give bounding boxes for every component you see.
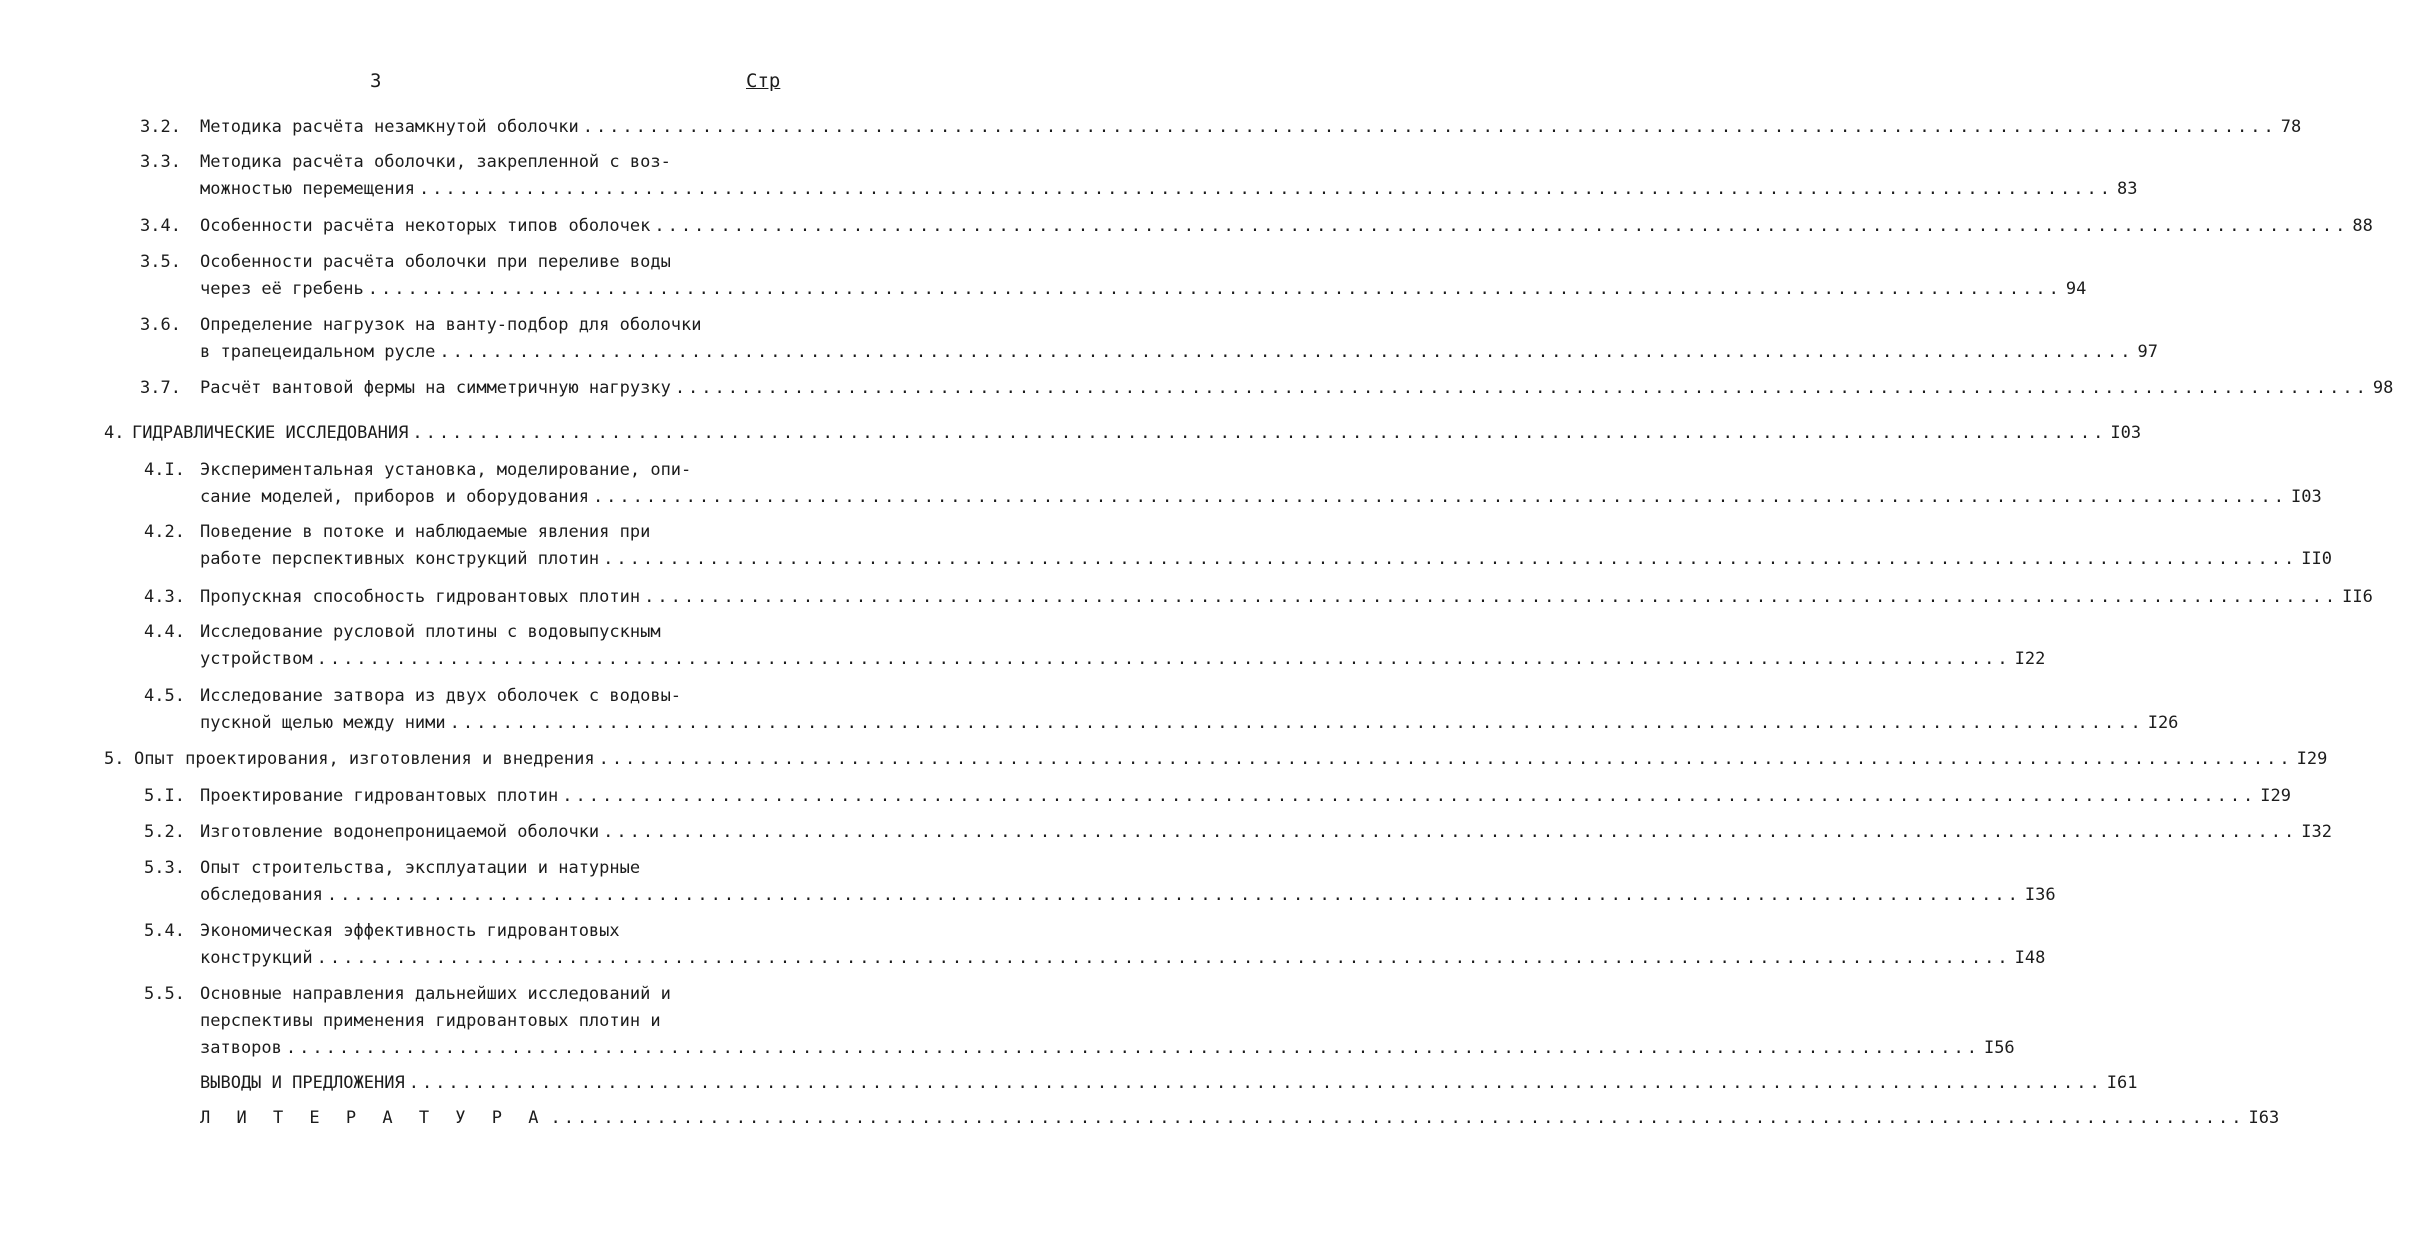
leader-dots: ................................................................................................................................ [316, 948, 2011, 968]
toc-entry [200, 487, 2322, 507]
toc-entry-number: 4. [104, 423, 125, 443]
leader-dots: ................................................................................................................................ [562, 786, 2257, 806]
toc-entry-title: Проектирование гидровантовых плотин [200, 786, 559, 806]
toc-entry [200, 117, 2302, 137]
toc-entry-page: 97 [2137, 342, 2158, 362]
toc-entry-title: Расчёт вантовой фермы на симметричную нагрузку [200, 378, 671, 398]
toc-entry-title: Изготовление водонепроницаемой оболочки [200, 822, 600, 842]
leader-dots: ................................................................................................................................ [326, 885, 2021, 905]
toc-entry-title: пускной щелью между ними [200, 713, 446, 733]
toc-entry-title: Опыт проектирования, изготовления и внедрения [134, 749, 595, 769]
toc-entry [200, 549, 2332, 569]
toc-entry-number: 3.3. [140, 152, 181, 172]
leader-dots: ................................................................................................................................ [418, 179, 2113, 199]
toc-entry [200, 1108, 2280, 1128]
toc-entry-page: I03 [2110, 423, 2142, 443]
toc-entry [200, 279, 2087, 299]
toc-entry-title-line: Исследование затвора из двух оболочек с водовы- [200, 686, 682, 706]
toc-entry-title-line: Исследование русловой плотины с водовыпускным [200, 622, 661, 642]
toc-entry-number: 4.5. [144, 686, 185, 706]
toc-entry-page: 98 [2372, 378, 2394, 398]
leader-dots: ................................................................................................................................ [582, 117, 2277, 137]
toc-entry-title: ВЫВОДЫ И ПРЕДЛОЖЕНИЯ [200, 1073, 405, 1093]
toc-entry [200, 822, 2332, 842]
toc-entry-number: 3.4. [140, 216, 181, 236]
toc-entry-title: в трапецеидальном русле [200, 342, 436, 362]
toc-entry-number: 3.2. [140, 117, 181, 137]
toc-entry-title-line: Опыт строительства, эксплуатации и натурные [200, 858, 641, 878]
leader-dots: ................................................................................................................................ [449, 713, 2144, 733]
toc-entry [200, 587, 2373, 607]
toc-entry-title: можностью перемещения [200, 179, 415, 199]
toc-entry-number: 3.5. [140, 252, 181, 272]
toc-entry-title-line: Основные направления дальнейших исследований и [200, 984, 671, 1004]
toc-entry [200, 179, 2138, 199]
toc-entry-number: 5.4. [144, 921, 185, 941]
toc-entry-page: I26 [2147, 713, 2179, 733]
page-column-label: Стр [746, 70, 781, 92]
toc-entry-title: Пропускная способность гидровантовых плотин [200, 587, 641, 607]
toc-entry-title-line: Экспериментальная установка, моделирование, опи- [200, 460, 692, 480]
toc-entry-number: 4.4. [144, 622, 185, 642]
toc-entry-title-line: перспективы применения гидровантовых плотин и [200, 1011, 661, 1031]
toc-entry-page: I63 [2248, 1108, 2280, 1128]
leader-dots: ................................................................................................................................ [598, 749, 2293, 769]
toc-entry-number: 3.6. [140, 315, 181, 335]
toc-entry [200, 885, 2056, 905]
toc-entry [200, 948, 2046, 968]
leader-dots: ................................................................................................................................ [439, 342, 2134, 362]
toc-entry [200, 713, 2179, 733]
toc-entry-number: 3.7. [140, 378, 181, 398]
leader-dots: ................................................................................................................................ [592, 487, 2287, 507]
leader-dots: ................................................................................................................................ [603, 549, 2298, 569]
toc-entry-page: 88 [2352, 216, 2373, 236]
toc-entry [200, 649, 2046, 669]
toc-entry-page: I56 [1983, 1038, 2015, 1058]
leader-dots: ................................................................................................................................ [367, 279, 2062, 299]
toc-entry-page: I29 [2296, 749, 2328, 769]
leader-dots: ................................................................................................................................ [408, 1073, 2103, 1093]
toc-entry-page: I32 [2301, 822, 2332, 842]
toc-entry-title: ГИДРАВЛИЧЕСКИЕ ИССЛЕДОВАНИЯ [132, 423, 409, 443]
toc-entry-number: 4.3. [144, 587, 185, 607]
toc-entry-page: I22 [2014, 649, 2046, 669]
toc-entry [200, 1038, 2015, 1058]
toc-entry-title-line: Особенности расчёта оболочки при переливе воды [200, 252, 671, 272]
toc-entry-number: 5.2. [144, 822, 185, 842]
toc-entry-number: 4.2. [144, 522, 185, 542]
leader-dots: ................................................................................................................................ [674, 378, 2369, 398]
leader-dots: ................................................................................................................................ [603, 822, 2298, 842]
toc-entry-title-line: Определение нагрузок на ванту-подбор для оболочки [200, 315, 702, 335]
leader-dots: ................................................................................................................................ [316, 649, 2011, 669]
toc-entry [134, 749, 2328, 769]
page-number: 3 [370, 70, 382, 92]
toc-entry-title: сание моделей, приборов и оборудования [200, 487, 589, 507]
leader-dots: ................................................................................................................................ [654, 216, 2349, 236]
toc-entry-page: 78 [2280, 117, 2302, 137]
toc-entry-page: 83 [2117, 179, 2138, 199]
toc-entry-page: II6 [2342, 587, 2373, 607]
toc-entry-page: I03 [2291, 487, 2322, 507]
leader-dots: ................................................................................................................................ [644, 587, 2339, 607]
leader-dots: ................................................................................................................................ [550, 1108, 2245, 1128]
toc-entry-number: 5.3. [144, 858, 185, 878]
toc-entry-page: I48 [2014, 948, 2046, 968]
leader-dots: ................................................................................................................................ [412, 423, 2107, 443]
toc-entry-number: 5.5. [144, 984, 185, 1004]
toc-entry-page: I61 [2106, 1073, 2138, 1093]
toc-entry-title: затворов [200, 1038, 282, 1058]
toc-entry-title: Особенности расчёта некоторых типов оболочек [200, 216, 651, 236]
toc-entry-number: 5. [104, 749, 125, 769]
toc-entry-number: 5.I. [144, 786, 185, 806]
toc-entry-title: обследования [200, 885, 323, 905]
toc-entry-title: через её гребень [200, 279, 364, 299]
toc-entry-title: Л И Т Е Р А Т У Р А [200, 1108, 547, 1128]
toc-entry-page: 94 [2065, 279, 2087, 299]
leader-dots: ................................................................................................................................ [285, 1038, 1980, 1058]
toc-entry-title: Методика расчёта незамкнутой оболочки [200, 117, 579, 137]
toc-entry-title-line: Методика расчёта оболочки, закрепленной с воз- [200, 152, 671, 172]
toc-entry-title: устройством [200, 649, 313, 669]
toc-entry [132, 423, 2142, 443]
toc-entry [200, 1073, 2138, 1093]
toc-entry [200, 216, 2373, 236]
toc-entry-page: II0 [2301, 549, 2332, 569]
toc-entry [200, 342, 2158, 362]
toc-entry-page: I36 [2024, 885, 2056, 905]
toc-entry-title-line: Поведение в потоке и наблюдаемые явления при [200, 522, 651, 542]
toc-entry-page: I29 [2260, 786, 2292, 806]
toc-entry [200, 786, 2292, 806]
toc-entry-title: конструкций [200, 948, 313, 968]
toc-entry-title: работе перспективных конструкций плотин [200, 549, 600, 569]
toc-entry-number: 4.I. [144, 460, 185, 480]
toc-entry [200, 378, 2394, 398]
toc-entry-title-line: Экономическая эффективность гидровантовых [200, 921, 620, 941]
